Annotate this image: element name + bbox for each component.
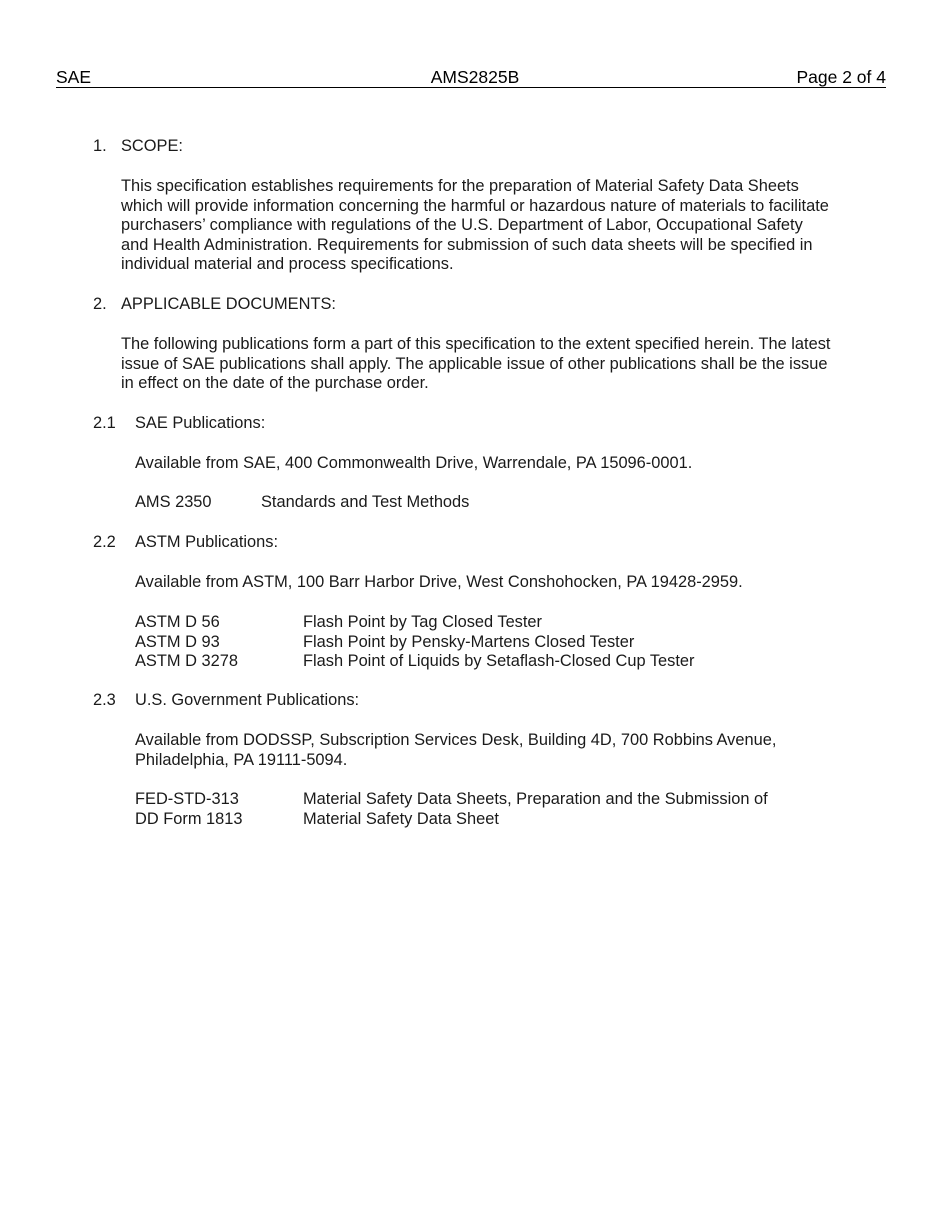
paragraph-line: The following publications form a part of this specification to the extent specified herein. The latest xyxy=(121,335,831,353)
page-header xyxy=(56,67,886,88)
reference-row xyxy=(135,613,694,633)
section-2-3-title: U.S. Government Publications: xyxy=(135,691,360,709)
paragraph-line: issue of SAE publications shall apply. The applicable issue of other publications shall be the issue xyxy=(121,354,828,373)
section-2-2-availability: Available from ASTM, 100 Barr Harbor Drive, West Conshohocken, PA 19428-2959. xyxy=(135,573,743,591)
paragraph-line: purchasers’ compliance with regulations of the U.S. Department of Labor, Occupational Safety xyxy=(121,216,803,235)
section-2-1-number: 2.1 xyxy=(93,414,116,432)
section-1-title: SCOPE: xyxy=(121,137,183,155)
section-2-1-availability: Available from SAE, 400 Commonwealth Drive, Warrendale, PA 15096-0001. xyxy=(135,454,693,472)
paragraph-line: This specification establishes requirements for the preparation of Material Safety Data Sheets xyxy=(121,177,799,195)
paragraph-line: which will provide information concerning the harmful or hazardous nature of materials to facilitate xyxy=(121,196,829,215)
reference-code: FED-STD-313 xyxy=(135,790,239,808)
header-page-number: Page 2 of 4 xyxy=(796,67,886,87)
reference-code: ASTM D 3278 xyxy=(135,652,238,670)
reference-title: Flash Point of Liquids by Setaflash-Closed Cup Tester xyxy=(303,652,695,670)
reference-row xyxy=(135,493,469,513)
paragraph-line: and Health Administration. Requirements for submission of such data sheets will be specified in xyxy=(121,235,813,254)
paragraph-line: individual material and process specifications. xyxy=(121,255,454,274)
section-1-number: 1. xyxy=(93,137,107,155)
reference-title: Flash Point by Tag Closed Tester xyxy=(303,613,543,631)
section-2-2-title: ASTM Publications: xyxy=(135,533,279,551)
reference-code: ASTM D 56 xyxy=(135,613,220,631)
reference-row xyxy=(135,810,768,830)
reference-row xyxy=(135,790,768,810)
paragraph-line: Available from DODSSP, Subscription Services Desk, Building 4D, 700 Robbins Avenue, xyxy=(135,731,777,749)
reference-row xyxy=(135,633,694,653)
reference-title: Material Safety Data Sheets, Preparation and the Submission of xyxy=(303,790,768,808)
section-2-3-availability xyxy=(135,731,875,770)
reference-code: ASTM D 93 xyxy=(135,632,220,651)
header-doc-id: AMS2825B xyxy=(430,67,520,87)
section-2-number: 2. xyxy=(93,295,107,313)
section-2-1-title: SAE Publications: xyxy=(135,414,266,432)
paragraph-line: Philadelphia, PA 19111-5094. xyxy=(135,750,348,769)
section-1-paragraph xyxy=(121,177,881,275)
sae-reference-table xyxy=(135,493,469,513)
reference-title: Flash Point by Pensky-Martens Closed Tester xyxy=(303,632,635,651)
reference-code: AMS 2350 xyxy=(135,493,212,511)
reference-title: Standards and Test Methods xyxy=(261,493,470,511)
reference-code: DD Form 1813 xyxy=(135,809,243,828)
reference-title: Material Safety Data Sheet xyxy=(303,809,499,828)
section-2-paragraph xyxy=(121,335,881,394)
reference-row xyxy=(135,652,694,672)
government-reference-table xyxy=(135,790,768,829)
section-2-3-number: 2.3 xyxy=(93,691,116,709)
section-2-2-number: 2.2 xyxy=(93,533,116,551)
astm-reference-table xyxy=(135,613,694,672)
header-org: SAE xyxy=(56,67,92,87)
section-2-title: APPLICABLE DOCUMENTS: xyxy=(121,295,336,313)
paragraph-line: in effect on the date of the purchase order. xyxy=(121,374,429,393)
